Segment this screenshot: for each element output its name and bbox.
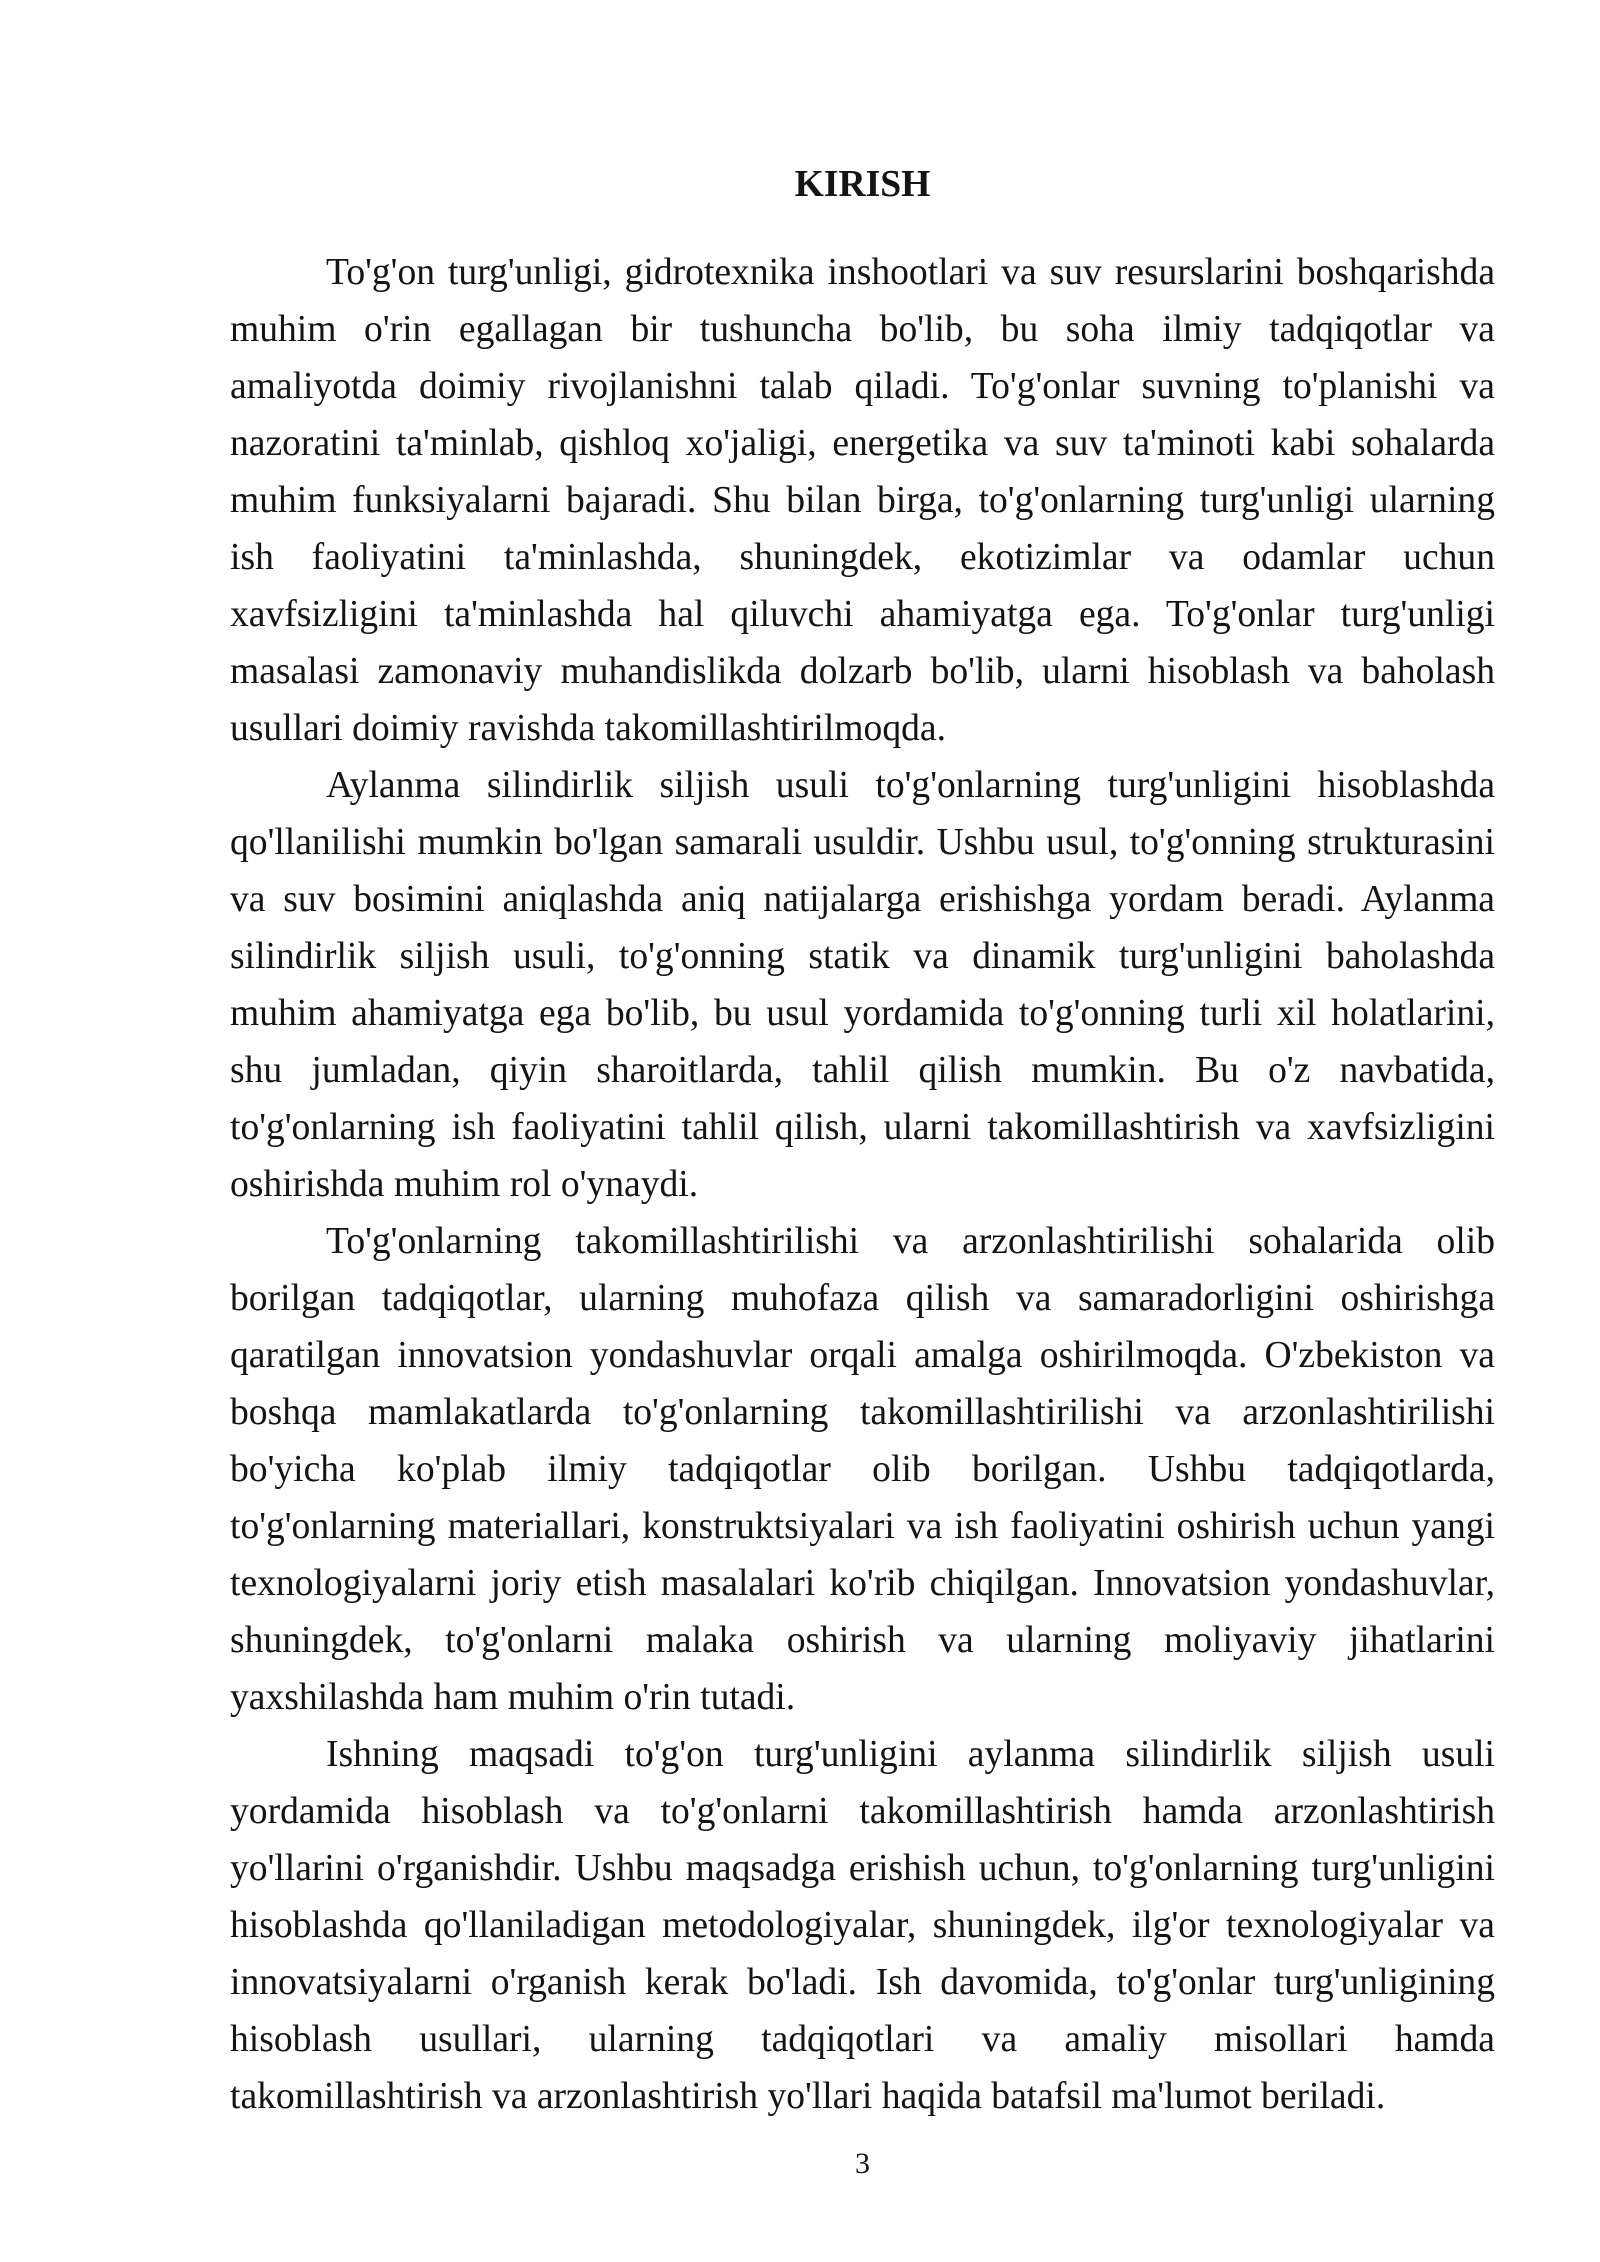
text-line: usullari doimiy ravishda takomillashtirilmoqda. [230, 708, 946, 749]
text-line: muhim o'rin egallagan bir tushuncha bo'lib, bu soha ilmiy tadqiqotlar va [230, 309, 1495, 350]
text-line: Ishning maqsadi to'g'on turg'unligini aylanma silindirlik siljish usuli [326, 1734, 1495, 1775]
text-line: masalasi zamonaviy muhandislikda dolzarb bo'lib, ularni hisoblash va baholash [230, 651, 1495, 692]
text-line: shu jumladan, qiyin sharoitlarda, tahlil qilish mumkin. Bu o'z navbatida, [230, 1050, 1495, 1091]
text-line: muhim ahamiyatga ega bo'lib, bu usul yordamida to'g'onning turli xil holatlarini, [230, 993, 1495, 1034]
text-line: silindirlik siljish usuli, to'g'onning statik va dinamik turg'unligini baholashda [230, 936, 1495, 977]
paragraph-2 [230, 757, 1495, 1213]
section-title: KIRISH [794, 164, 931, 205]
paragraph-4 [230, 1726, 1495, 2125]
text-line: hisoblash usullari, ularning tadqiqotlari va amaliy misollari hamda [230, 2019, 1495, 2060]
paragraph-3 [230, 1213, 1495, 1726]
text-line: boshqa mamlakatlarda to'g'onlarning takomillashtirilishi va arzonlashtirilishi [230, 1392, 1495, 1433]
text-line: takomillashtirish va arzonlashtirish yo'llari haqida batafsil ma'lumot beriladi. [230, 2076, 1386, 2117]
text-line: va suv bosimini aniqlashda aniq natijalarga erishishga yordam beradi. Aylanma [230, 879, 1495, 920]
text-line: ish faoliyatini ta'minlashda, shuningdek, ekotizimlar va odamlar uchun [230, 537, 1495, 578]
text-line: To'g'onlarning takomillashtirilishi va arzonlashtirilishi sohalarida olib [326, 1221, 1495, 1262]
text-line: to'g'onlarning materiallari, konstruktsiyalari va ish faoliyatini oshirish uchun yangi [230, 1506, 1495, 1547]
body-text [230, 244, 1495, 2125]
text-line: texnologiyalarni joriy etish masalalari ko'rib chiqilgan. Innovatsion yondashuvlar, [230, 1563, 1495, 1604]
text-line: qaratilgan innovatsion yondashuvlar orqali amalga oshirilmoqda. O'zbekiston va [230, 1335, 1495, 1376]
text-line: Aylanma silindirlik siljish usuli to'g'onlarning turg'unligini hisoblashda [326, 765, 1495, 806]
text-line: hisoblashda qo'llaniladigan metodologiyalar, shuningdek, ilg'or texnologiyalar va [230, 1905, 1495, 1946]
text-line: yo'llarini o'rganishdir. Ushbu maqsadga erishish uchun, to'g'onlarning turg'unligini [230, 1848, 1495, 1889]
paragraph-1 [230, 244, 1495, 757]
text-line: to'g'onlarning ish faoliyatini tahlil qilish, ularni takomillashtirish va xavfsizligini [230, 1107, 1495, 1148]
text-line: xavfsizligini ta'minlashda hal qiluvchi ahamiyatga ega. To'g'onlar turg'unligi [230, 594, 1495, 635]
text-line: nazoratini ta'minlab, qishloq xo'jaligi, energetika va suv ta'minoti kabi sohalarda [230, 423, 1495, 464]
text-line: To'g'on turg'unligi, gidrotexnika inshootlari va suv resurslarini boshqarishda [326, 252, 1495, 293]
text-line: innovatsiyalarni o'rganish kerak bo'ladi. Ish davomida, to'g'onlar turg'unligining [230, 1962, 1495, 2003]
text-line: shuningdek, to'g'onlarni malaka oshirish va ularning moliyaviy jihatlarini [230, 1620, 1495, 1661]
text-line: qo'llanilishi mumkin bo'lgan samarali usuldir. Ushbu usul, to'g'onning strukturasini [230, 822, 1495, 863]
text-line: yaxshilashda ham muhim o'rin tutadi. [230, 1677, 796, 1718]
text-line: muhim funksiyalarni bajaradi. Shu bilan birga, to'g'onlarning turg'unligi ularning [230, 480, 1495, 521]
page-number: 3 [855, 2147, 870, 2180]
text-line: oshirishda muhim rol o'ynaydi. [230, 1164, 699, 1205]
text-line: bo'yicha ko'plab ilmiy tadqiqotlar olib borilgan. Ushbu tadqiqotlarda, [230, 1449, 1495, 1490]
text-line: borilgan tadqiqotlar, ularning muhofaza qilish va samaradorligini oshirishga [230, 1278, 1495, 1319]
text-line: yordamida hisoblash va to'g'onlarni takomillashtirish hamda arzonlashtirish [230, 1791, 1495, 1832]
text-line: amaliyotda doimiy rivojlanishni talab qiladi. To'g'onlar suvning to'planishi va [230, 366, 1495, 407]
